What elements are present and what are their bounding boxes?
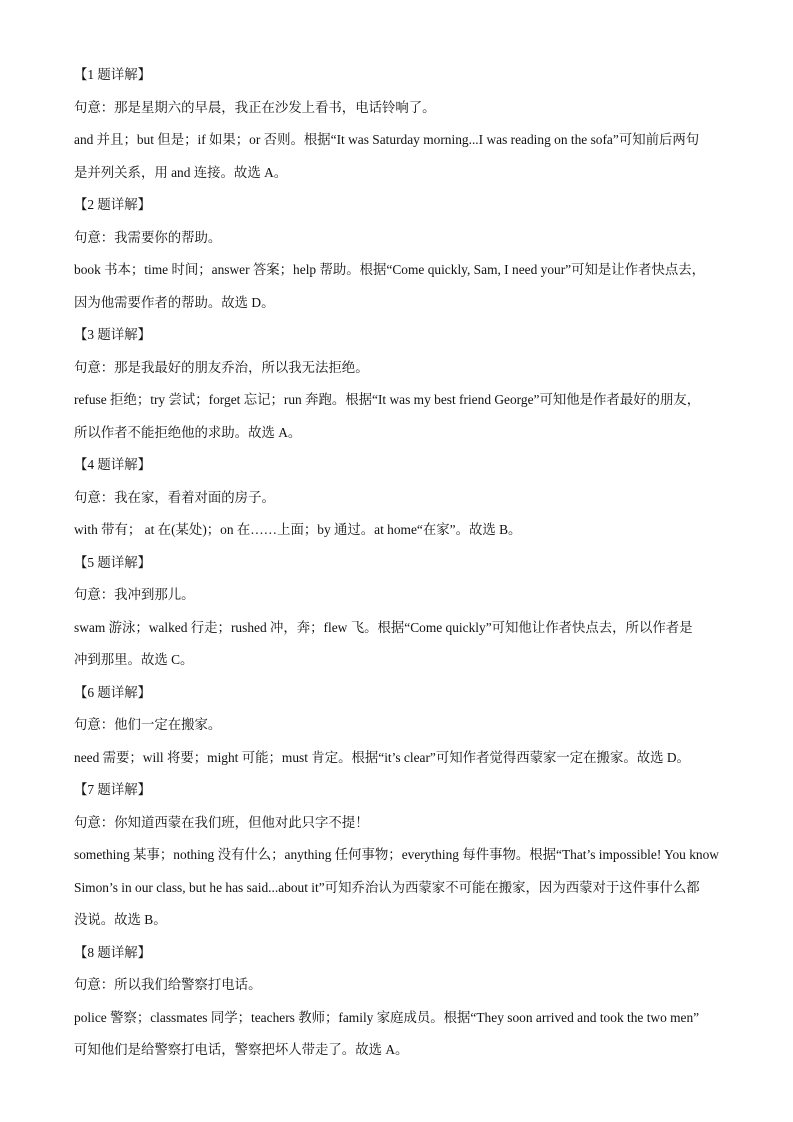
- question-heading: 【1 题详解】: [74, 67, 151, 82]
- sentence-meaning: 句意：那是我最好的朋友乔治，所以我无法拒绝。: [74, 359, 369, 375]
- sentence-meaning: 句意：他们一定在搬家。: [74, 717, 222, 732]
- sentence-meaning: 句意：我在家，看着对面的房子。: [74, 489, 275, 505]
- question-heading: 【6 题详解】: [74, 684, 151, 700]
- explanation-line: refuse 拒绝；try 尝试；forget 忘记；run 奔跑。根据“It was my best friend George”可知他是作者最好的朋友，: [74, 392, 701, 407]
- explanation-line: 所以作者不能拒绝他的求助。故选 A。: [74, 424, 302, 440]
- explanation-line: swam 游泳；walked 行走；rushed 冲，奔；flew 飞。根据“Come quickly”可知他让作者快点去，所以作者是: [74, 619, 693, 635]
- explanation-line: 没说。故选 B。: [74, 912, 167, 927]
- question-heading: 【3 题详解】: [74, 327, 151, 342]
- sentence-meaning: 句意：那是星期六的早晨，我正在沙发上看书，电话铃响了。: [74, 99, 436, 115]
- sentence-meaning: 句意：所以我们给警察打电话。: [74, 977, 262, 992]
- explanation-line: police 警察；classmates 同学；teachers 教师；family 家庭成员。根据“They soon arrived and took the two men”: [74, 1009, 700, 1025]
- sentence-meaning: 句意：你知道西蒙在我们班，但他对此只字不提！: [74, 814, 369, 830]
- explanation-line: with 带有； at 在(某处)；on 在……上面；by 通过。at home“在家”。故选 B。: [74, 522, 522, 537]
- explanation-line: 冲到那里。故选 C。: [74, 652, 194, 667]
- question-heading: 【8 题详解】: [74, 944, 151, 960]
- sentence-meaning: 句意：我冲到那儿。: [74, 587, 195, 602]
- question-heading: 【2 题详解】: [74, 197, 151, 212]
- question-heading: 【5 题详解】: [74, 554, 151, 570]
- explanation-line: 因为他需要作者的帮助。故选 D。: [74, 294, 275, 310]
- explanation-line: and 并且；but 但是；if 如果；or 否则。根据“It was Saturday morning...I was reading on the sofa”可知前后两句: [74, 132, 700, 147]
- sentence-meaning: 句意：我需要你的帮助。: [74, 229, 222, 245]
- explanation-line: need 需要；will 将要；might 可能；must 肯定。根据“it’s clear”可知作者觉得西蒙家一定在搬家。故选 D。: [74, 749, 690, 765]
- explanation-line: Simon’s in our class, but he has said...about it”可知乔治认为西蒙家不可能在搬家，因为西蒙对于这件事什么都: [74, 879, 700, 895]
- explanation-line: 是并列关系，用 and 连接。故选 A。: [74, 164, 288, 180]
- explanation-line: something 某事；nothing 没有什么；anything 任何事物；everything 每件事物。根据“That’s impossible! You know: [74, 847, 719, 862]
- explanation-line: book 书本；time 时间；answer 答案；help 帮助。根据“Come quickly, Sam, I need your”可知是让作者快点去，: [74, 262, 706, 277]
- question-heading: 【7 题详解】: [74, 782, 151, 797]
- explanation-line: 可知他们是给警察打电话，警察把坏人带走了。故选 A。: [74, 1042, 409, 1057]
- question-heading: 【4 题详解】: [74, 457, 151, 472]
